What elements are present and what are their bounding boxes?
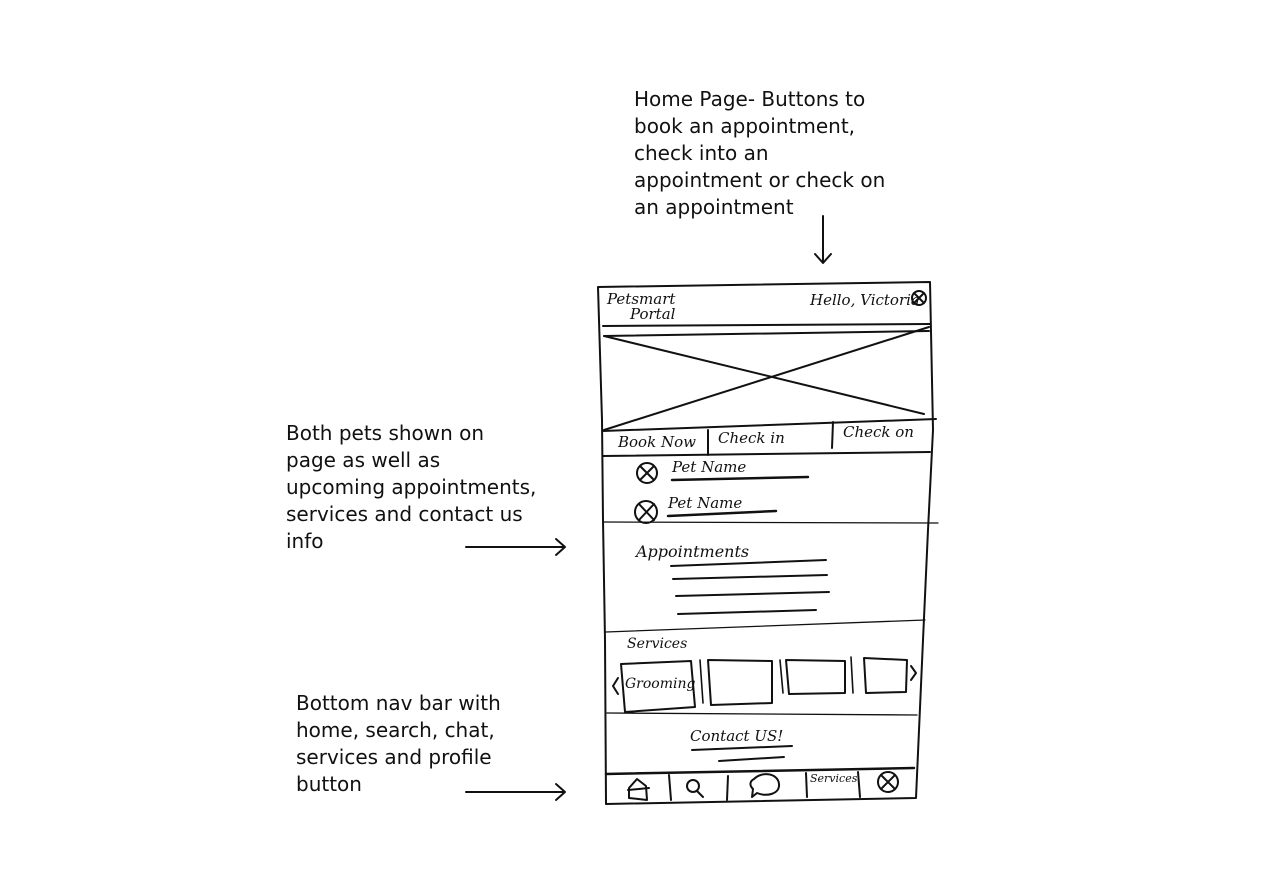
service-card[interactable] <box>864 658 907 693</box>
carousel-next-icon[interactable] <box>911 666 916 680</box>
pet-row[interactable] <box>635 494 776 523</box>
pet-avatar-icon <box>637 463 657 483</box>
card-edge <box>851 657 853 693</box>
pet-name-label: Pet Name <box>672 458 747 476</box>
section-divider <box>607 713 917 715</box>
pet-avatar-icon <box>635 501 657 523</box>
pet-name-label: Pet Name <box>668 494 743 512</box>
logo-line-1: Petsmart <box>607 290 676 308</box>
arrow-right-nav <box>466 784 565 800</box>
check-on-button[interactable]: Check on <box>843 423 914 441</box>
logo-line-2: Portal <box>630 305 676 323</box>
header <box>606 290 926 323</box>
bottom-nav <box>606 768 914 800</box>
section-divider <box>604 522 938 523</box>
hero-image-placeholder <box>603 324 936 431</box>
carousel-prev-icon[interactable] <box>613 678 618 694</box>
card-edge <box>780 660 783 693</box>
pet-row[interactable] <box>637 458 808 483</box>
annotation-home-page: Home Page- Buttons to book an appointment, check into an appointment or check on an appointment <box>634 87 886 219</box>
appointment-line[interactable] <box>676 592 829 596</box>
nav-services-label[interactable]: Services <box>810 772 858 785</box>
book-now-button[interactable]: Book Now <box>618 433 696 451</box>
service-card[interactable] <box>621 661 696 712</box>
contact-us-label: Contact US! <box>690 727 784 745</box>
chat-icon[interactable] <box>750 774 779 797</box>
profile-icon[interactable] <box>878 772 898 792</box>
service-card[interactable] <box>786 660 845 694</box>
check-in-button[interactable]: Check in <box>718 429 785 447</box>
appointments-section <box>634 542 829 614</box>
annotation-pets-appointments: Both pets shown on page as well as upcoming appointments, services and contact us info <box>286 421 537 553</box>
contact-us-link[interactable] <box>690 727 792 761</box>
action-separator <box>832 422 833 448</box>
home-icon[interactable] <box>628 779 649 800</box>
services-section <box>613 636 916 712</box>
appointments-heading: Appointments <box>636 542 750 561</box>
services-heading: Services <box>627 636 688 652</box>
arrow-right-pets <box>466 539 565 555</box>
appointment-line[interactable] <box>673 575 827 579</box>
service-card-label: Grooming <box>625 676 696 692</box>
arrow-down-home <box>815 216 831 263</box>
appointment-line[interactable] <box>678 610 816 614</box>
actions-divider <box>603 452 930 456</box>
search-icon[interactable] <box>687 780 703 797</box>
greeting-text: Hello, Victoria <box>810 291 920 309</box>
annotation-bottom-nav: Bottom nav bar with home, search, chat, services and profile button <box>296 691 501 796</box>
section-divider <box>606 620 925 632</box>
card-edge <box>700 660 703 703</box>
service-card[interactable] <box>708 660 772 705</box>
